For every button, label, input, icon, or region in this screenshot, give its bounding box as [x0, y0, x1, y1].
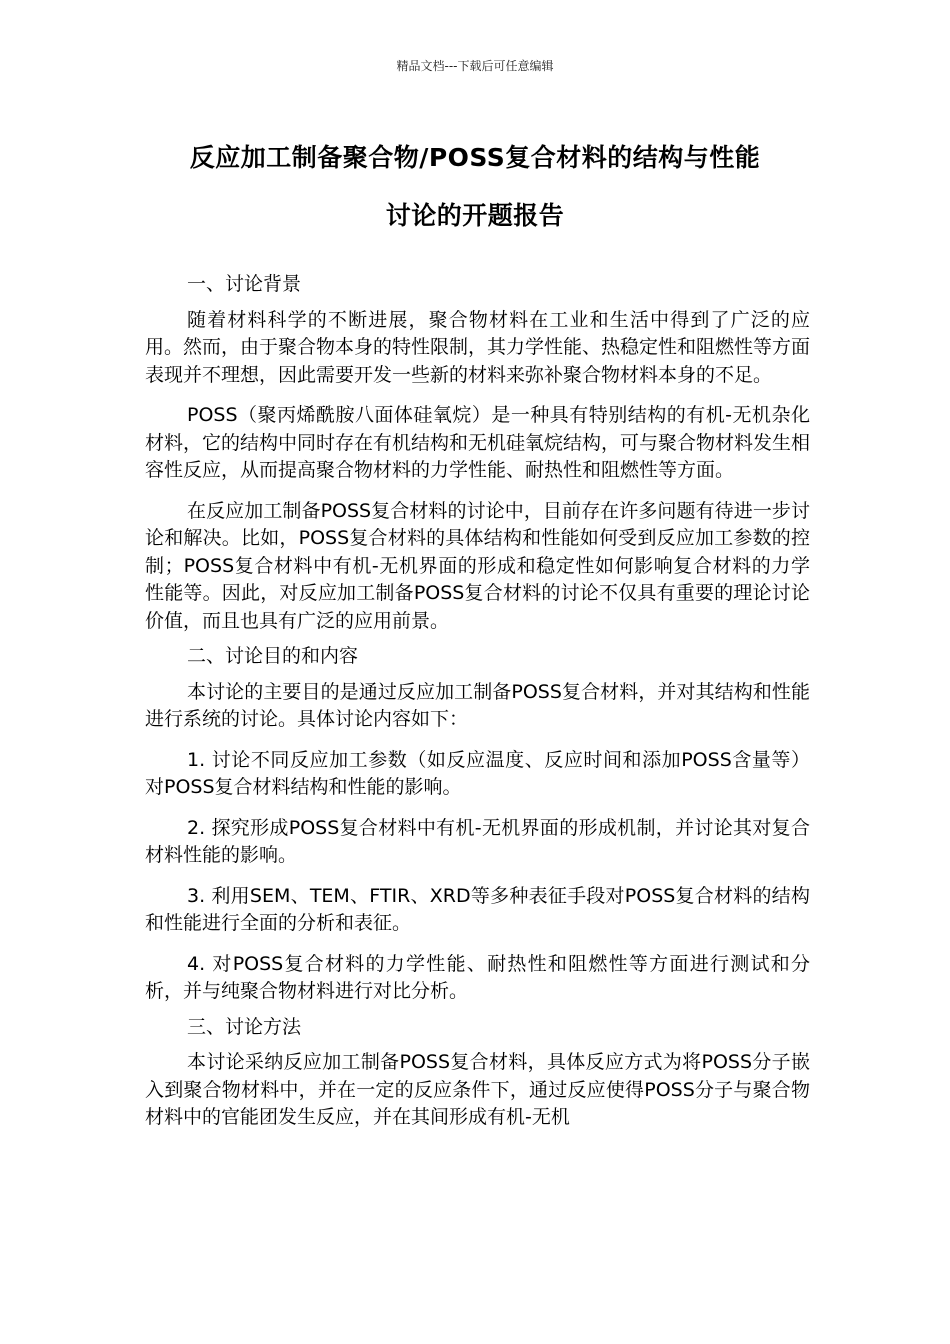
paragraph-methods: 本讨论采纳反应加工制备POSS复合材料，具体反应方式为将POSS分子嵌入到聚合物材料中，并在一定的反应条件下，通过反应使得POSS分子与聚合物材料中的官能团发生反应，并在其间形成有机-无机: [145, 1051, 810, 1128]
section-heading-objectives: 二、讨论目的和内容: [187, 645, 359, 667]
document-body: [145, 271, 810, 1145]
document-title-line-2: 讨论的开题报告: [385, 201, 565, 230]
list-item-4: 4. 对POSS复合材料的力学性能、耐热性和阻燃性等方面进行测试和分析，并与纯聚合物材料进行对比分析。: [145, 952, 810, 1002]
section-heading-methods: 三、讨论方法: [187, 1015, 302, 1038]
paragraph-background-2: POSS（聚丙烯酰胺八面体硅氧烷）是一种具有特别结构的有机-无机杂化材料，它的结构中同时存在有机结构和无机硅氧烷结构，可与聚合物材料发生相容性反应，从而提高聚合物材料的力学性能、耐热性和阻燃性等方面。: [145, 404, 811, 481]
document-title-line-1: 反应加工制备聚合物/POSS复合材料的结构与性能: [189, 143, 761, 172]
page-header: 精品文档---下载后可任意编辑: [396, 59, 554, 73]
list-item-2: 2. 探究形成POSS复合材料中有机-无机界面的形成机制，并讨论其对复合材料性能的影响。: [145, 816, 810, 866]
list-item-3: 3. 利用SEM、TEM、FTIR、XRD等多种表征手段对POSS复合材料的结构和性能进行全面的分析和表征。: [145, 884, 810, 934]
section-heading-background: 一、讨论背景: [187, 273, 302, 295]
paragraph-background-1: 随着材料科学的不断进展，聚合物材料在工业和生活中得到了广泛的应用。然而，由于聚合物本身的特性限制，其力学性能、热稳定性和阻燃性等方面表现并不理想，因此需要开发一些新的材料来弥补聚合物材料本身的不足。: [145, 308, 811, 386]
paragraph-background-3: 在反应加工制备POSS复合材料的讨论中，目前存在许多问题有待进一步讨论和解决。比如，POSS复合材料的具体结构和性能如何受到反应加工参数的控制；POSS复合材料中有机-无机界面的形成和稳定性如何影响复合材料的力学性能等。因此，对反应加工制备POSS复合材料的讨论不仅具有重要的理论讨论价值，而且也具有广泛的应用前景。: [145, 499, 810, 632]
paragraph-objectives: 本讨论的主要目的是通过反应加工制备POSS复合材料，并对其结构和性能进行系统的讨论。具体讨论内容如下：: [145, 680, 810, 730]
list-item-1: 1. 讨论不同反应加工参数（如反应温度、反应时间和添加POSS含量等）对POSS复合材料结构和性能的影响。: [145, 748, 810, 798]
